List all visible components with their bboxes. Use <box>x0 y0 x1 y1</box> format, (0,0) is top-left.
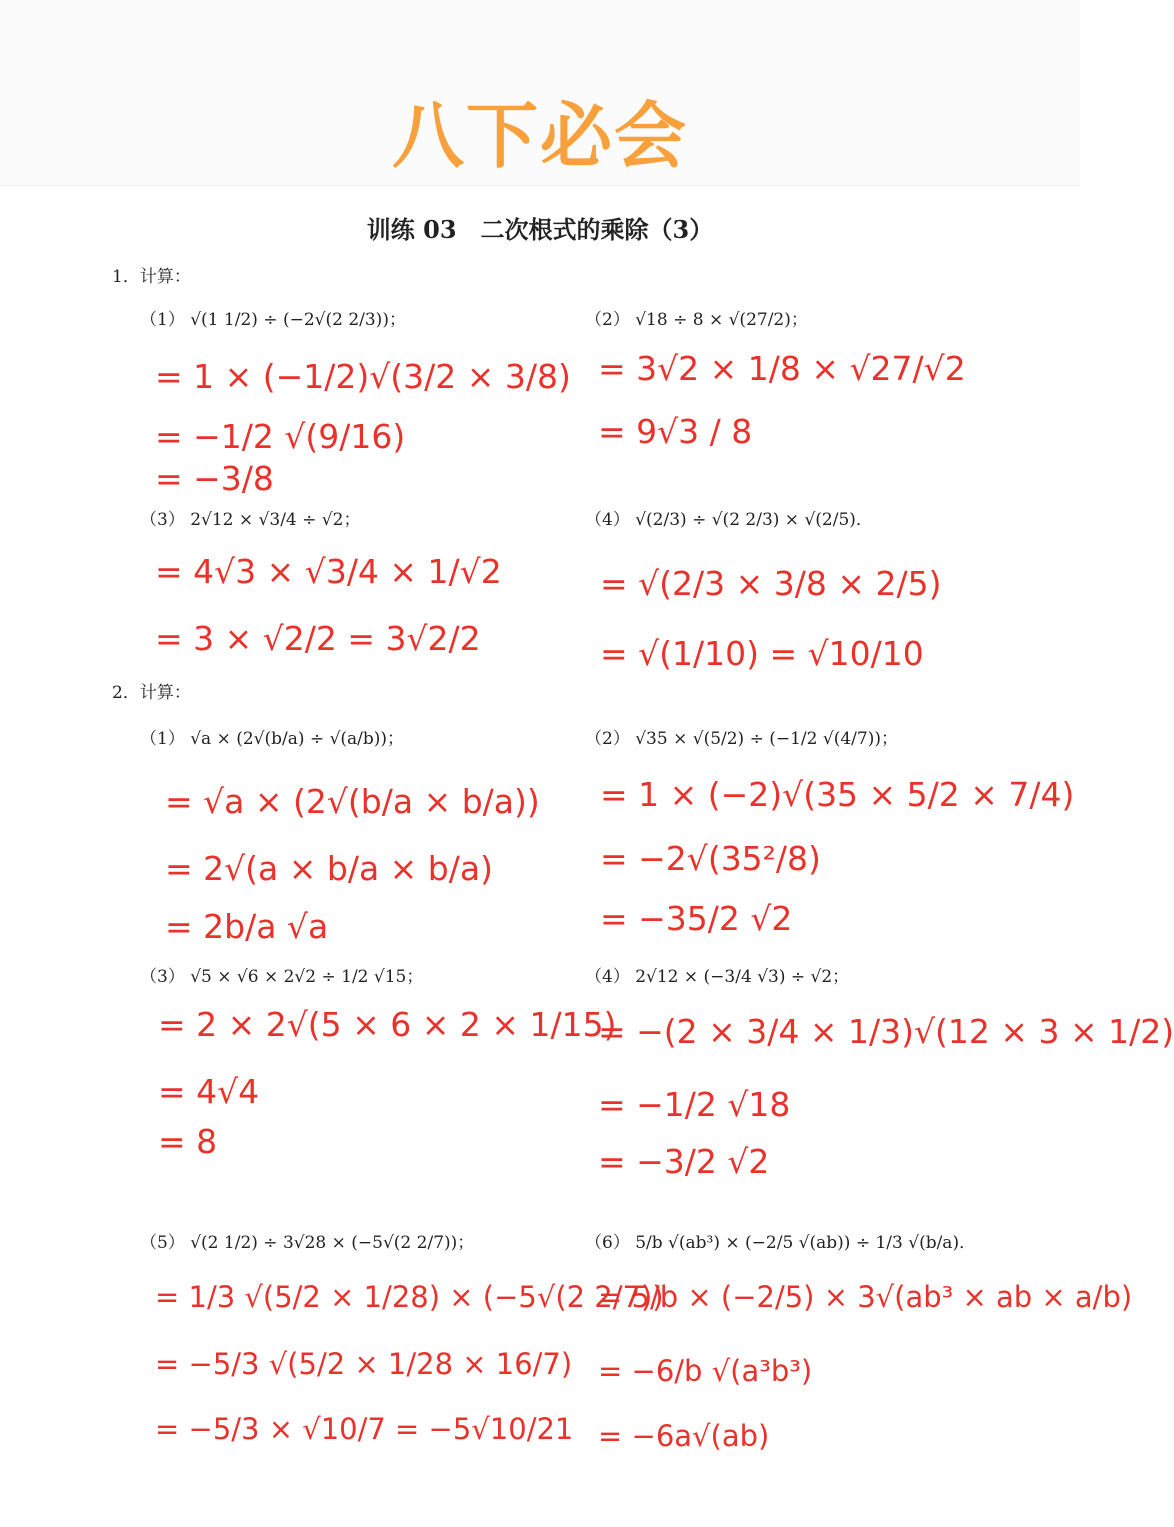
answer-step: = √(2/3 × 3/8 × 2/5) <box>600 564 942 603</box>
answer-step: = −1/2 √(9/16) <box>155 417 406 456</box>
answer-step: = √(1/10) = √10/10 <box>600 634 924 673</box>
answer-step: = −5/3 × √10/7 = −5√10/21 <box>155 1412 574 1446</box>
worksheet-title: 训练 03 二次根式的乘除（3） <box>366 215 714 244</box>
answer-step: = 9√3 / 8 <box>598 412 753 451</box>
answer-step: = 1/3 √(5/2 × 1/28) × (−5√(2 2/7)) <box>155 1280 664 1314</box>
banner-title: 八下必会 <box>391 94 688 178</box>
answer-step: = −35/2 √2 <box>600 899 793 938</box>
section-2-label: 2．计算： <box>112 683 191 703</box>
answer-step: = −5/3 √(5/2 × 1/28 × 16/7) <box>155 1347 573 1381</box>
problem-2-1: （1） √a × (2√(b/a) ÷ √(a/b))； <box>140 729 405 749</box>
answer-step: = −3/8 <box>155 459 274 498</box>
problem-1-2: （2） √18 ÷ 8 × √(27/2)； <box>585 310 808 330</box>
answer-step: = 3√2 × 1/8 × √27/√2 <box>598 349 966 388</box>
answer-step: = −2√(35²/8) <box>600 839 821 878</box>
problem-2-4: （4） 2√12 × (−3/4 √3) ÷ √2； <box>585 967 850 987</box>
answer-step: = 2b/a √a <box>165 907 329 946</box>
answer-step: = 2 × 2√(5 × 6 × 2 × 1/15) <box>158 1005 617 1044</box>
answer-step: = −1/2 √18 <box>598 1085 791 1124</box>
answer-step: = 3 × √2/2 = 3√2/2 <box>155 619 481 658</box>
answer-step: = −6a√(ab) <box>598 1419 770 1453</box>
problem-2-2: （2） √35 × √(5/2) ÷ (−1/2 √(4/7))； <box>585 729 898 749</box>
answer-step: = √a × (2√(b/a × b/a)) <box>165 782 540 821</box>
answer-step: = 5/b × (−2/5) × 3√(ab³ × ab × a/b) <box>598 1280 1133 1314</box>
answer-step: = −3/2 √2 <box>598 1142 770 1181</box>
answer-step: = −6/b √(a³b³) <box>598 1354 813 1388</box>
problem-2-5: （5） √(2 1/2) ÷ 3√28 × (−5√(2 2/7))； <box>140 1233 475 1253</box>
answer-step: = 8 <box>158 1122 218 1161</box>
answer-step: = −(2 × 3/4 × 1/3)√(12 × 3 × 1/2) <box>598 1012 1174 1051</box>
problem-2-6: （6） 5/b √(ab³) × (−2/5 √(ab)) ÷ 1/3 √(b/a)． <box>585 1233 977 1253</box>
problem-1-4: （4） √(2/3) ÷ √(2 2/3) × √(2/5)． <box>585 510 873 530</box>
problem-2-3: （3） √5 × √6 × 2√2 ÷ 1/2 √15； <box>140 967 424 987</box>
answer-step: = 4√3 × √3/4 × 1/√2 <box>155 552 502 591</box>
problem-1-3: （3） 2√12 × √3/4 ÷ √2； <box>140 510 361 530</box>
answer-step: = 2√(a × b/a × b/a) <box>165 849 493 888</box>
header-banner <box>0 0 1080 186</box>
answer-step: = 1 × (−1/2)√(3/2 × 3/8) <box>155 357 571 396</box>
section-1-label: 1．计算： <box>112 267 191 287</box>
problem-1-1: （1） √(1 1/2) ÷ (−2√(2 2/3))； <box>140 310 406 330</box>
answer-step: = 1 × (−2)√(35 × 5/2 × 7/4) <box>600 775 1075 814</box>
answer-step: = 4√4 <box>158 1072 260 1111</box>
